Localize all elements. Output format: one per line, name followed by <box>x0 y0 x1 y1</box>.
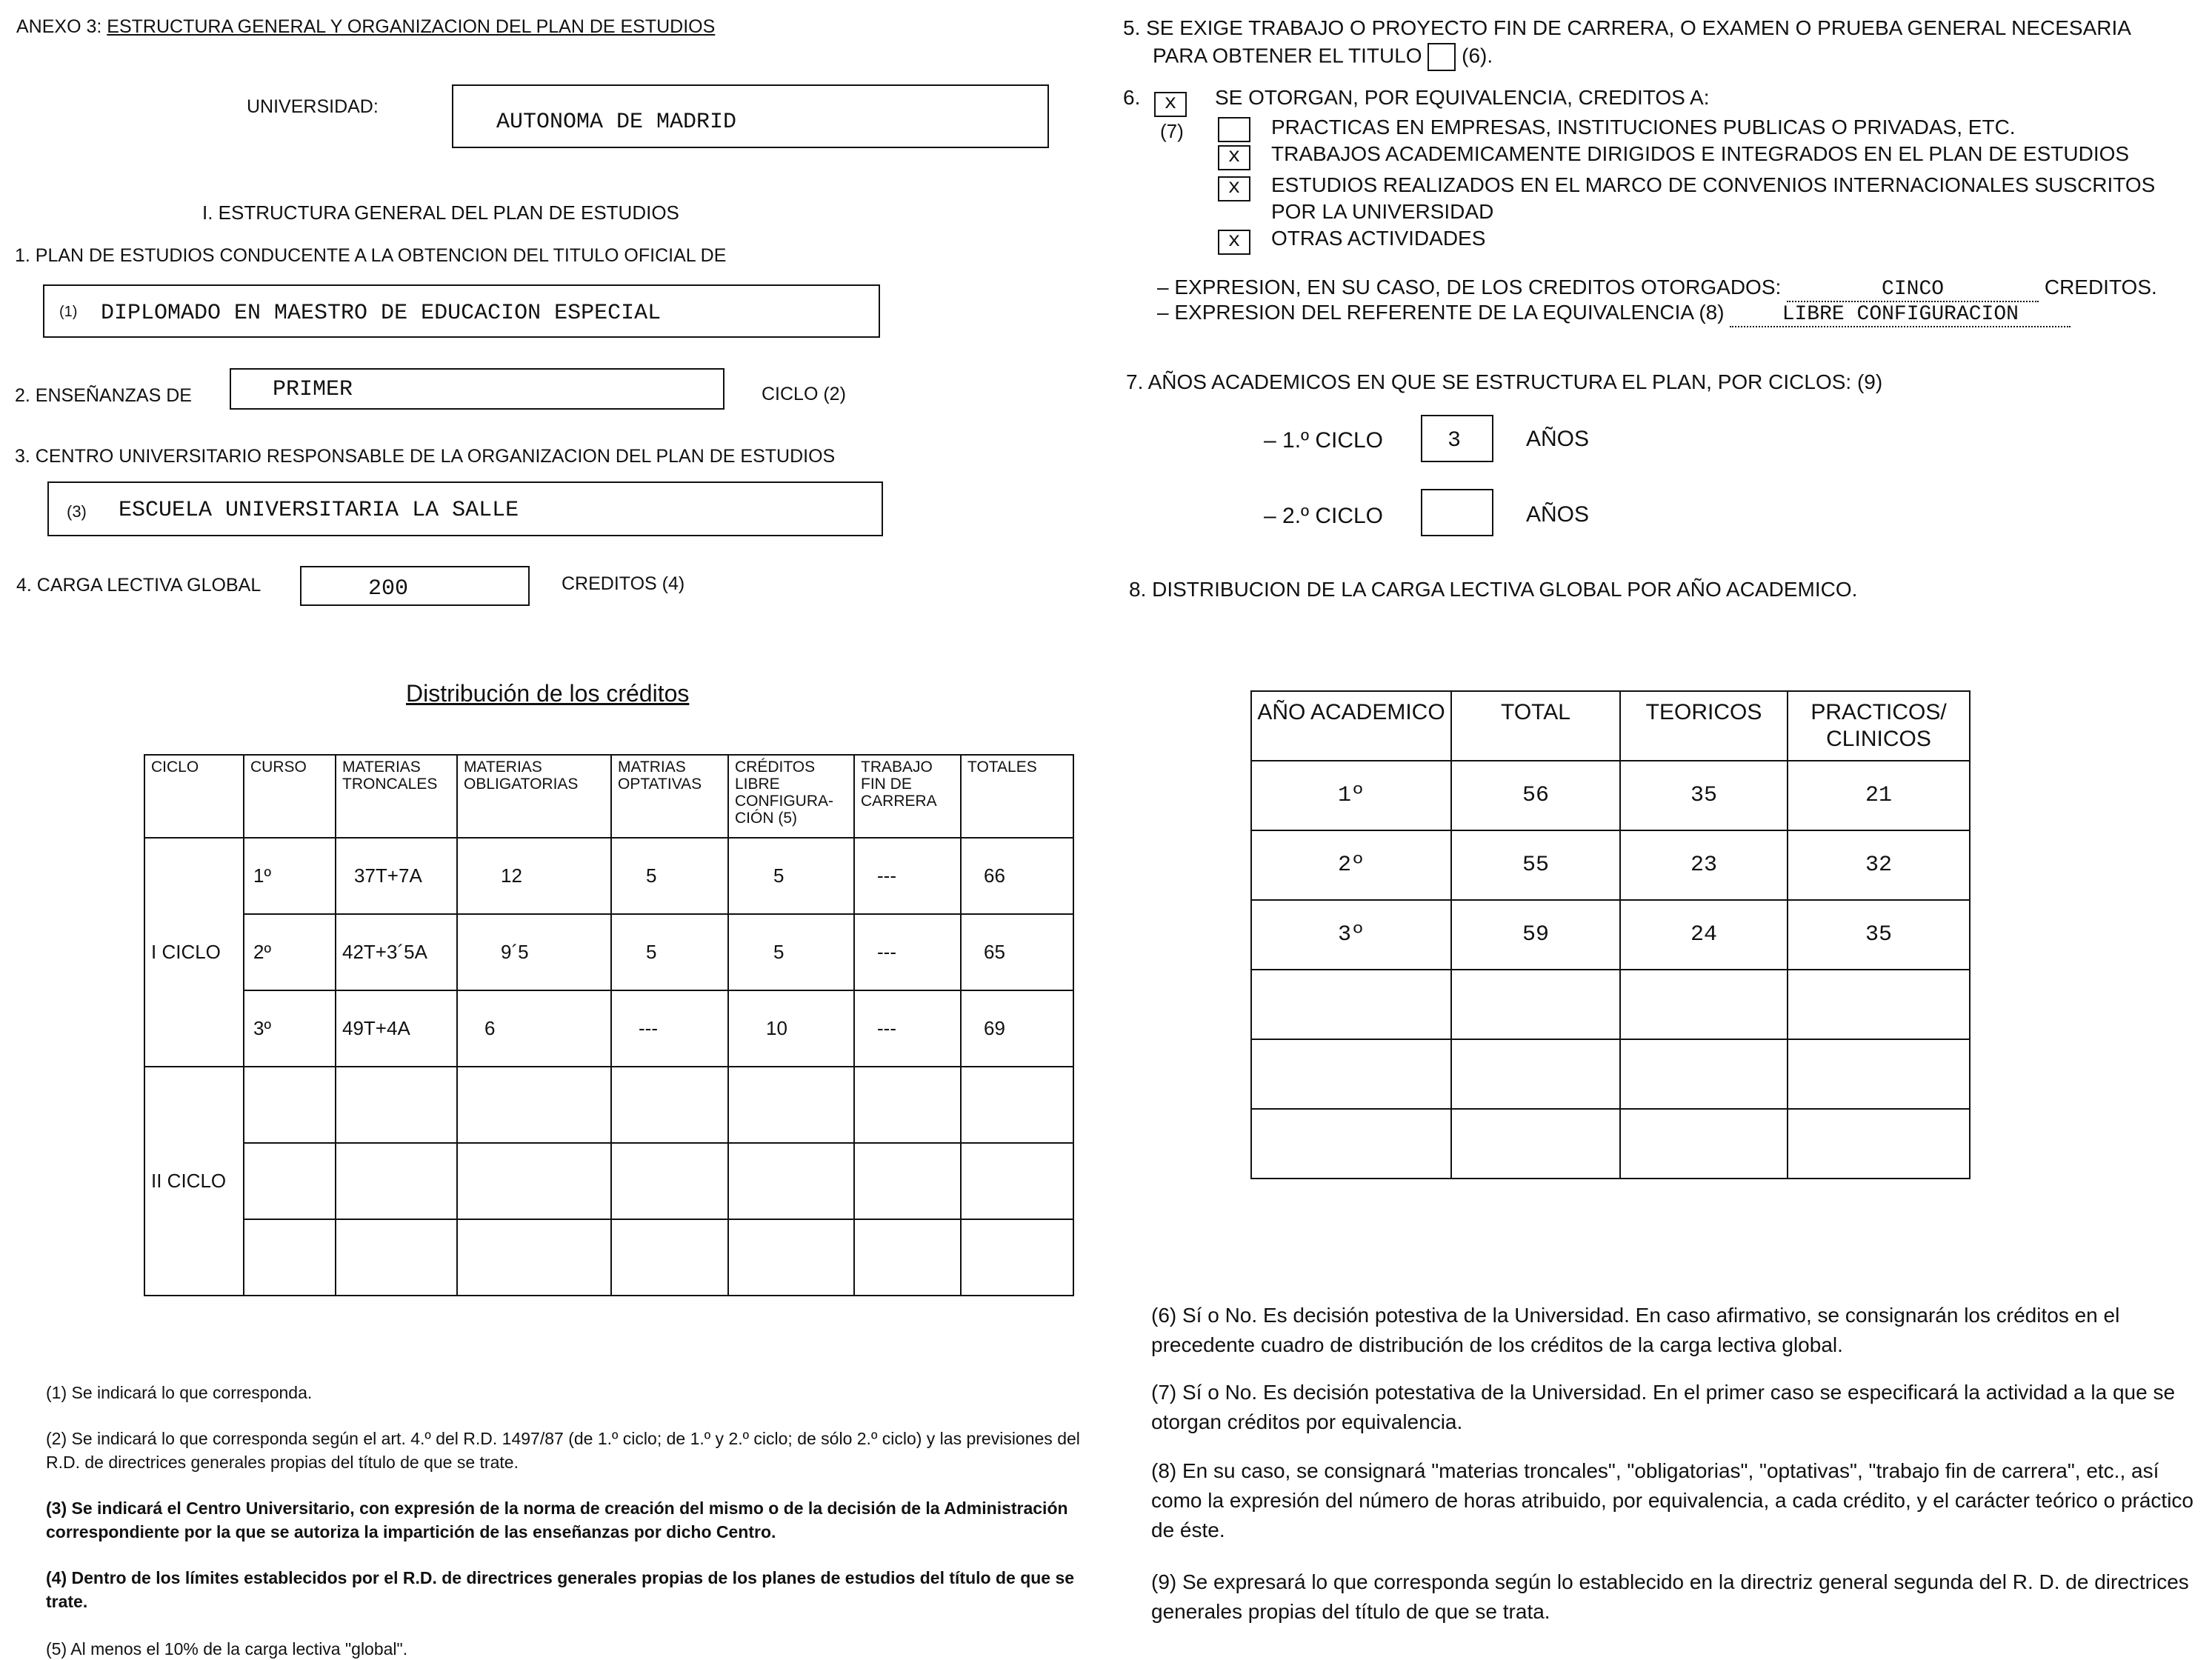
cell <box>457 1067 611 1143</box>
cell: 66 <box>961 838 1073 914</box>
cell <box>244 1143 336 1219</box>
footnote-2: (2) Se indicará lo que corresponda según el art. 4.º del R.D. 1497/87 (de 1.º ciclo; de 1.º y 2.º ciclo; de sólo 2.º ciclo) y las previsiones del R.D. de directrices generales propias del título de que se trate. <box>46 1429 1080 1472</box>
cycle2-label: – 2.º CICLO <box>1264 504 1384 528</box>
cycle-2-cell: II CICLO <box>144 1067 244 1296</box>
cell: 9´5 <box>457 914 611 990</box>
expr1-label: – EXPRESION, EN SU CASO, DE LOS CREDITOS OTORGADOS: <box>1157 276 1782 299</box>
header-academic-year: AÑO ACADEMICO <box>1251 691 1451 761</box>
cell: 5 <box>611 838 728 914</box>
item5-line2 <box>1153 43 1493 71</box>
cell: 49T+4A <box>336 990 457 1067</box>
cell <box>611 1067 728 1143</box>
cell <box>854 1219 961 1296</box>
table-row <box>144 838 1073 914</box>
header-curso: CURSO <box>244 755 336 838</box>
cell <box>1788 970 1970 1039</box>
cycle-1-cell: I CICLO <box>144 838 244 1067</box>
cycle1-label: – 1.º CICLO <box>1264 428 1384 453</box>
table-row <box>144 1143 1073 1219</box>
footnote-9: (9) Se expresará lo que corresponda según lo establecido en la directriz general segunda del R. D. de directrices generales propias del título de que se trata. <box>1151 1570 2189 1623</box>
cell: --- <box>854 838 961 914</box>
cell <box>854 1143 961 1219</box>
degree-note: (1) <box>59 304 78 320</box>
equivalence-checkbox[interactable]: x <box>1154 92 1187 117</box>
cell: 23 <box>1620 830 1788 900</box>
cell <box>457 1143 611 1219</box>
option-academic-work-checkbox[interactable]: x <box>1218 145 1250 170</box>
center-note: (3) <box>67 502 87 521</box>
header-troncales: MATERIAS TRONCALES <box>336 755 457 838</box>
cell: 12 <box>457 838 611 914</box>
cycle1-years-label: AÑOS <box>1526 427 1590 451</box>
cell <box>336 1067 457 1143</box>
cycle-value: PRIMER <box>273 377 353 402</box>
cell: --- <box>854 914 961 990</box>
degree-box <box>43 284 880 338</box>
item6-note: (7) <box>1160 120 1184 142</box>
cell <box>1451 1109 1620 1179</box>
cell: 5 <box>611 914 728 990</box>
table-row <box>1251 900 1970 970</box>
expr1-suffix: CREDITOS. <box>2044 276 2157 299</box>
cell <box>1788 1109 1970 1179</box>
cell: 35 <box>1788 900 1970 970</box>
item3-label: 3. CENTRO UNIVERSITARIO RESPONSABLE DE LA ORGANIZACION DEL PLAN DE ESTUDIOS <box>15 446 836 467</box>
cell: 1º <box>244 838 336 914</box>
cell: 42T+3´5A <box>336 914 457 990</box>
cycle2-years-box <box>1421 489 1493 536</box>
footnote-5: (5) Al menos el 10% de la carga lectiva "global". <box>46 1639 408 1659</box>
cycle1-years-box <box>1421 415 1493 462</box>
credits-table-title: Distribución de los créditos <box>406 680 690 707</box>
cycle1-years-value: 3 <box>1448 428 1462 453</box>
cell <box>961 1067 1073 1143</box>
center-box <box>47 481 883 536</box>
cell <box>854 1067 961 1143</box>
item6-title: SE OTORGAN, POR EQUIVALENCIA, CREDITOS A: <box>1215 86 1710 109</box>
cell <box>1620 1109 1788 1179</box>
option-agreements-label-line2: POR LA UNIVERSIDAD <box>1271 200 1494 223</box>
option-other-label: OTRAS ACTIVIDADES <box>1271 227 1486 250</box>
option-agreements-checkbox[interactable]: x <box>1218 176 1250 201</box>
cell: 6 <box>457 990 611 1067</box>
annex-label: ANEXO 3: <box>16 16 102 37</box>
cycle2-years-label: AÑOS <box>1526 502 1590 527</box>
cell: 21 <box>1788 761 1970 830</box>
cell <box>728 1219 854 1296</box>
item5-note: (6). <box>1462 44 1493 67</box>
item2-suffix: CICLO (2) <box>762 384 846 404</box>
cell: 59 <box>1451 900 1620 970</box>
cell: 56 <box>1451 761 1620 830</box>
cell <box>961 1219 1073 1296</box>
header-theoretical: TEORICOS <box>1620 691 1788 761</box>
cell <box>728 1143 854 1219</box>
annex-heading <box>16 16 715 38</box>
item7-label: 7. AÑOS ACADEMICOS EN QUE SE ESTRUCTURA EL PLAN, POR CICLOS: (9) <box>1126 370 1883 393</box>
cell <box>1620 970 1788 1039</box>
cell <box>728 1067 854 1143</box>
table-row <box>1251 1109 1970 1179</box>
cell: 5 <box>728 914 854 990</box>
header-optativas: MATRIAS OPTATIVAS <box>611 755 728 838</box>
credits-header-row <box>144 755 1073 838</box>
final-project-checkbox[interactable] <box>1428 43 1456 71</box>
cell <box>1251 1039 1451 1109</box>
item4-label: 4. CARGA LECTIVA GLOBAL <box>16 575 261 596</box>
cell <box>336 1143 457 1219</box>
cell <box>1451 970 1620 1039</box>
cell <box>457 1219 611 1296</box>
cell <box>1788 1039 1970 1109</box>
university-label: UNIVERSIDAD: <box>247 96 379 117</box>
item2-label: 2. ENSEÑANZAS DE <box>15 385 192 406</box>
cell <box>1451 1039 1620 1109</box>
cell: 10 <box>728 990 854 1067</box>
option-other-checkbox[interactable]: x <box>1218 230 1250 255</box>
header-libre-configuracion: CRÉDITOS LIBRE CONFIGURA-CIÓN (5) <box>728 755 854 838</box>
table-row <box>1251 830 1970 900</box>
option-internships-label: PRACTICAS EN EMPRESAS, INSTITUCIONES PUBLICAS O PRIVADAS, ETC. <box>1271 116 2016 139</box>
table-row <box>1251 970 1970 1039</box>
cell: 55 <box>1451 830 1620 900</box>
cell: 69 <box>961 990 1073 1067</box>
expr2-value: LIBRE CONFIGURACION <box>1730 303 2071 327</box>
table-row <box>144 990 1073 1067</box>
cell: 1º <box>1251 761 1451 830</box>
credits-distribution-table <box>144 754 1074 1296</box>
credits-box <box>300 566 530 606</box>
cell <box>1251 1109 1451 1179</box>
cell <box>611 1143 728 1219</box>
center-value: ESCUELA UNIVERSITARIA LA SALLE <box>119 498 519 523</box>
option-academic-work-label: TRABAJOS ACADEMICAMENTE DIRIGIDOS E INTEGRADOS EN EL PLAN DE ESTUDIOS <box>1271 142 2130 165</box>
cell <box>244 1219 336 1296</box>
cell: 65 <box>961 914 1073 990</box>
table-row <box>1251 1039 1970 1109</box>
cell <box>611 1219 728 1296</box>
table-row <box>144 914 1073 990</box>
table-row <box>144 1067 1073 1143</box>
footnote-4: (4) Dentro de los límites establecidos por el R.D. de directrices generales propias de los planes de estudios del título de que se trate. <box>46 1568 1075 1611</box>
item5-line2-text: PARA OBTENER EL TITULO <box>1153 44 1422 67</box>
header-practical: PRACTICOS/ CLINICOS <box>1788 691 1970 761</box>
cell: --- <box>611 990 728 1067</box>
item4-suffix: CREDITOS (4) <box>562 573 685 594</box>
section-title: I. ESTRUCTURA GENERAL DEL PLAN DE ESTUDIOS <box>202 201 679 224</box>
footnote-3: (3) Se indicará el Centro Universitario, con expresión de la norma de creación del mismo o de la decisión de la Administración correspondiente por la que se autoriza la impartición de las enseñanzas por dicho Centro. <box>46 1499 1068 1541</box>
academic-header-row <box>1251 691 1970 761</box>
item6-num: 6. <box>1123 86 1141 109</box>
cell: 24 <box>1620 900 1788 970</box>
cell <box>1620 1039 1788 1109</box>
cycle-box <box>230 368 724 410</box>
expr1-value: CINCO <box>1787 278 2039 302</box>
header-ciclo: CICLO <box>144 755 244 838</box>
credits-value: 200 <box>368 576 409 601</box>
header-total: TOTAL <box>1451 691 1620 761</box>
cell: 2º <box>1251 830 1451 900</box>
option-internships-checkbox[interactable] <box>1218 117 1250 142</box>
header-trabajo-fin: TRABAJO FIN DE CARRERA <box>854 755 961 838</box>
item1-label: 1. PLAN DE ESTUDIOS CONDUCENTE A LA OBTENCION DEL TITULO OFICIAL DE <box>15 245 727 266</box>
expr2-line <box>1157 301 2071 327</box>
header-totales: TOTALES <box>961 755 1073 838</box>
cell: 37T+7A <box>336 838 457 914</box>
cell: 5 <box>728 838 854 914</box>
cell <box>1251 970 1451 1039</box>
footnote-1: (1) Se indicará lo que corresponda. <box>46 1383 313 1402</box>
cell <box>244 1067 336 1143</box>
item8-label: 8. DISTRIBUCION DE LA CARGA LECTIVA GLOBAL POR AÑO ACADEMICO. <box>1129 578 1858 601</box>
item5-line1: 5. SE EXIGE TRABAJO O PROYECTO FIN DE CARRERA, O EXAMEN O PRUEBA GENERAL NECESARIA <box>1123 16 2131 39</box>
university-box <box>452 84 1049 148</box>
cell: 35 <box>1620 761 1788 830</box>
cell: --- <box>854 990 961 1067</box>
annex-title: ESTRUCTURA GENERAL Y ORGANIZACION DEL PLAN DE ESTUDIOS <box>107 16 716 37</box>
expr2-label: – EXPRESION DEL REFERENTE DE LA EQUIVALENCIA (8) <box>1157 301 1725 324</box>
table-row <box>1251 761 1970 830</box>
option-agreements-label: ESTUDIOS REALIZADOS EN EL MARCO DE CONVENIOS INTERNACIONALES SUSCRITOS <box>1271 173 2156 196</box>
cell: 3º <box>244 990 336 1067</box>
cell: 2º <box>244 914 336 990</box>
footnote-7: (7) Sí o No. Es decisión potestativa de la Universidad. En el primer caso se especificará la actividad a la que se otorgan créditos por equivalencia. <box>1151 1381 2176 1433</box>
footnote-8: (8) En su caso, se consignará "materias troncales", "obligatorias", "optativas", "trabajo fin de carrera", etc., así como la expresión del número de horas atribuido, por equivalencia, a cada crédito, y el carácter teórico o práctico de éste. <box>1151 1459 2193 1541</box>
footnote-6: (6) Sí o No. Es decisión potestiva de la Universidad. En caso afirmativo, se consignarán los créditos en el precedente cuadro de distribución de los créditos de la carga lectiva global. <box>1151 1304 2120 1356</box>
degree-value: DIPLOMADO EN MAESTRO DE EDUCACION ESPECIAL <box>101 301 662 326</box>
cell: 32 <box>1788 830 1970 900</box>
expr1-line <box>1157 276 2157 302</box>
header-obligatorias: MATERIAS OBLIGATORIAS <box>457 755 611 838</box>
university-value: AUTONOMA DE MADRID <box>496 110 737 135</box>
academic-year-table <box>1250 690 1971 1179</box>
cell <box>961 1143 1073 1219</box>
cell: 3º <box>1251 900 1451 970</box>
table-row <box>144 1219 1073 1296</box>
cell <box>336 1219 457 1296</box>
